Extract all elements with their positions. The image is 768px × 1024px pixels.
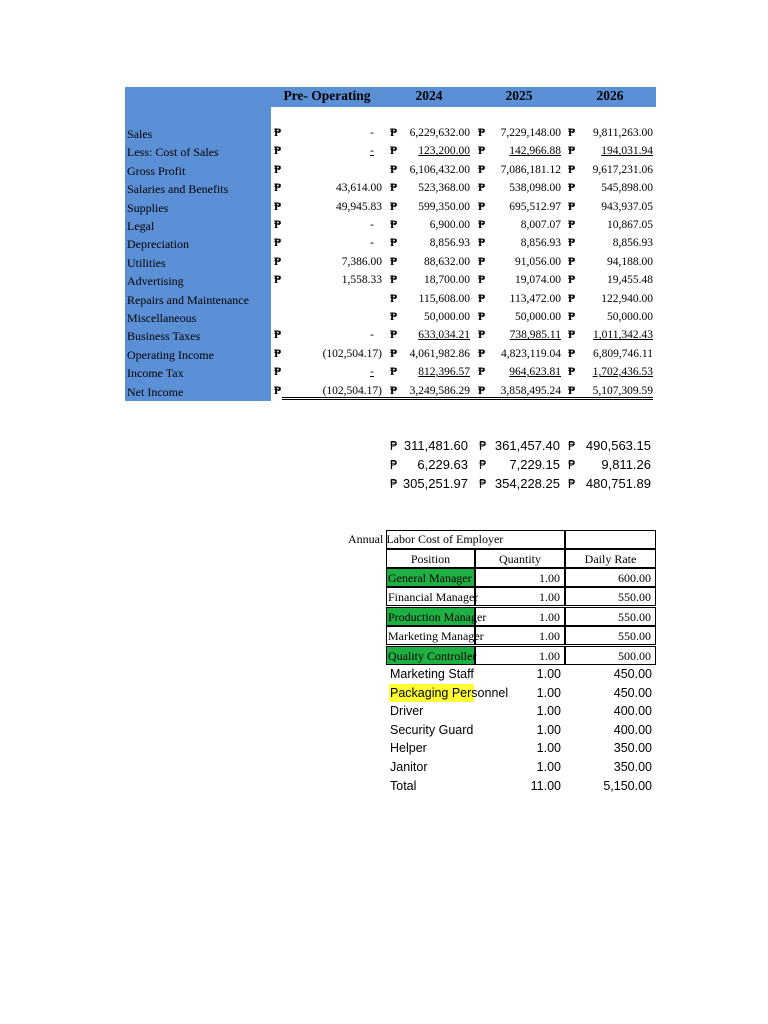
peso-sign: ₱ — [478, 145, 486, 158]
daily-rate-cell: 450.00 — [613, 667, 652, 681]
value-cell: 1,558.33 — [341, 274, 382, 287]
value-cell: 943,937.05 — [601, 200, 653, 213]
value-cell: (102,504.17) — [282, 385, 382, 400]
peso-sign: ₱ — [274, 274, 282, 287]
value-cell: - — [370, 237, 374, 250]
value-cell: 43,614.00 — [336, 182, 382, 195]
position-cell: Janitor — [390, 760, 428, 774]
peso-sign: ₱ — [478, 329, 486, 342]
daily-rate-cell: 550.00 — [565, 607, 656, 626]
value-cell: 695,512.97 — [509, 200, 561, 213]
peso-sign: ₱ — [478, 274, 486, 287]
total-label: Total — [390, 778, 417, 793]
daily-rate-cell: 350.00 — [613, 741, 652, 756]
peso-sign: ₱ — [274, 329, 282, 342]
value-cell: 18,700.00 — [424, 274, 470, 287]
row-label: Repairs and Maintenance — [127, 292, 249, 307]
value-cell: 8,856.93 — [520, 237, 561, 250]
header-quantity: Quantity — [475, 549, 565, 568]
row-label: Miscellaneous — [127, 311, 197, 325]
column-header-pre-operating: Pre- Operating — [283, 88, 371, 103]
value-cell: 538,098.00 — [509, 182, 561, 195]
peso-sign: ₱ — [568, 366, 576, 379]
peso-sign: ₱ — [274, 237, 282, 250]
peso-sign: ₱ — [478, 347, 486, 360]
row-label: Operating Income — [127, 347, 214, 362]
quantity-cell: 1.00 — [536, 722, 561, 737]
value-cell: 738,985.11 — [509, 329, 561, 342]
row-label: Sales — [127, 127, 153, 141]
value-cell: - — [370, 145, 374, 158]
value-cell: 142,966.88 — [509, 145, 561, 158]
labor-title-empty-cell — [565, 530, 656, 549]
peso-sign: ₱ — [390, 274, 398, 287]
peso-sign: ₱ — [568, 145, 576, 158]
peso-sign: ₱ — [274, 145, 282, 158]
daily-rate-cell: 350.00 — [613, 760, 652, 774]
position-cell: Marketing Staff — [390, 667, 474, 681]
peso-sign: ₱ — [390, 182, 398, 195]
peso-sign: ₱ — [390, 200, 398, 213]
peso-sign: ₱ — [390, 255, 398, 268]
value-cell: 49,945.83 — [336, 200, 382, 213]
summary-value: 305,251.97 — [402, 476, 468, 491]
value-cell: 115,608.00 — [418, 292, 470, 305]
value-cell: 3,249,586.29 — [370, 385, 470, 400]
peso-sign: ₱ — [390, 127, 398, 139]
row-label: Gross Profit — [127, 163, 186, 178]
total-daily-rate: 5,150.00 — [603, 778, 652, 793]
quantity-cell: 1.00 — [536, 741, 561, 756]
peso-sign: ₱ — [478, 200, 486, 213]
peso-sign: ₱ — [274, 219, 282, 231]
quantity-cell: 1.00 — [475, 587, 565, 606]
value-cell: 964,623.81 — [509, 366, 561, 379]
peso-sign: ₱ — [568, 127, 576, 139]
peso-sign: ₱ — [390, 237, 398, 250]
value-cell: 5,107,309.59 — [553, 385, 653, 400]
column-header-2026: 2026 — [596, 88, 624, 103]
peso-sign: ₱ — [390, 292, 398, 305]
header-daily-rate: Daily Rate — [565, 549, 656, 568]
value-cell: 113,472.00 — [509, 292, 561, 305]
value-cell: 6,229,632.00 — [409, 127, 470, 139]
peso-sign: ₱ — [568, 292, 576, 305]
daily-rate-cell: 550.00 — [565, 587, 656, 606]
peso-sign: ₱ — [478, 182, 486, 195]
peso-sign: ₱ — [478, 292, 486, 305]
value-cell: 8,007.07 — [520, 219, 561, 231]
peso-sign: ₱ — [274, 182, 282, 195]
row-label: Salaries and Benefits — [127, 182, 229, 197]
value-cell: 194,031.94 — [601, 145, 653, 158]
labor-table-title: Annual Labor Cost of Employer — [348, 532, 504, 546]
summary-value: 311,481.60 — [403, 438, 468, 453]
peso-sign: ₱ — [274, 366, 282, 379]
peso-sign: ₱ — [568, 347, 576, 360]
peso-sign: ₱ — [568, 182, 576, 195]
value-cell: - — [370, 219, 374, 231]
summary-value: 361,457.40 — [494, 438, 560, 453]
peso-sign: ₱ — [478, 219, 486, 231]
daily-rate-cell: 400.00 — [613, 704, 652, 719]
peso-sign: ₱ — [390, 439, 398, 453]
value-cell: 633,034.21 — [418, 329, 470, 342]
value-cell: - — [370, 127, 374, 139]
peso-sign: ₱ — [274, 200, 282, 213]
summary-value: 354,228.25 — [494, 476, 560, 491]
row-label: Less: Cost of Sales — [127, 145, 219, 160]
value-cell: 122,940.00 — [601, 292, 653, 305]
row-label: Income Tax — [127, 366, 184, 381]
value-cell: 91,056.00 — [515, 255, 561, 268]
summary-value: 9,811.26 — [601, 457, 651, 472]
daily-rate-cell: 450.00 — [613, 685, 652, 700]
value-cell: (102,504.17) — [322, 347, 382, 360]
row-label: Utilities — [127, 255, 166, 270]
value-cell: - — [370, 366, 374, 379]
value-cell: 599,350.00 — [418, 200, 470, 213]
value-cell: 812,396.57 — [418, 366, 470, 379]
peso-sign: ₱ — [478, 384, 486, 397]
peso-sign: ₱ — [390, 384, 398, 397]
peso-sign: ₱ — [390, 366, 398, 379]
value-cell: 19,455.48 — [607, 274, 653, 287]
value-cell: 6,809,746.11 — [593, 347, 653, 360]
peso-sign: ₱ — [568, 384, 576, 397]
value-cell: 50,000.00 — [607, 311, 653, 323]
peso-sign: ₱ — [568, 274, 576, 287]
header-position: Position — [386, 549, 475, 568]
quantity-cell: 1.00 — [536, 667, 561, 681]
peso-sign: ₱ — [568, 439, 576, 453]
peso-sign: ₱ — [390, 458, 398, 472]
value-cell: - — [370, 329, 374, 342]
position-cell: General Manager — [386, 568, 475, 587]
daily-rate-cell: 600.00 — [565, 568, 656, 587]
row-label: Depreciation — [127, 237, 189, 252]
column-header-2024: 2024 — [415, 88, 443, 103]
quantity-cell: 1.00 — [475, 626, 565, 645]
value-cell: 9,617,231.06 — [592, 163, 653, 176]
position-cell: Packaging Personnel — [390, 685, 509, 700]
peso-sign: ₱ — [274, 127, 282, 139]
row-label: Business Taxes — [127, 329, 201, 344]
value-cell: 4,823,119.04 — [501, 347, 561, 360]
quantity-cell: 1.00 — [475, 568, 565, 587]
peso-sign: ₱ — [274, 255, 282, 268]
value-cell: 50,000.00 — [424, 311, 470, 323]
row-label: Legal — [127, 219, 155, 233]
value-cell: 94,188.00 — [607, 255, 653, 268]
value-cell: 10,867.05 — [607, 219, 653, 231]
position-cell: Marketing Manager — [386, 626, 475, 645]
peso-sign: ₱ — [390, 477, 398, 491]
value-cell: 19,074.00 — [515, 274, 561, 287]
summary-value: 490,563.15 — [585, 438, 651, 453]
value-cell: 6,106,432.00 — [409, 163, 470, 176]
peso-sign: ₱ — [478, 127, 486, 139]
position-cell: Quality Controller — [386, 646, 475, 665]
peso-sign: ₱ — [568, 237, 576, 250]
peso-sign: ₱ — [568, 163, 576, 176]
value-cell: 123,200.00 — [418, 145, 470, 158]
value-cell: 7,386.00 — [341, 255, 382, 268]
position-cell: Driver — [390, 704, 424, 719]
peso-sign: ₱ — [478, 237, 486, 250]
position-cell: Security Guard — [390, 722, 474, 737]
value-cell: 88,632.00 — [424, 255, 470, 268]
value-cell: 1,702,436.53 — [592, 366, 653, 379]
peso-sign: ₱ — [390, 219, 398, 231]
value-cell: 523,368.00 — [418, 182, 470, 195]
summary-value: 7,229.15 — [509, 457, 560, 472]
peso-sign: ₱ — [478, 255, 486, 268]
value-cell: 50,000.00 — [515, 311, 561, 323]
value-cell: 8,856.93 — [612, 237, 653, 250]
peso-sign: ₱ — [390, 163, 398, 176]
peso-sign: ₱ — [568, 477, 576, 491]
position-cell: Production Manager — [386, 607, 475, 626]
peso-sign: ₱ — [390, 347, 398, 360]
total-quantity: 11.00 — [530, 778, 561, 793]
column-header-2025: 2025 — [505, 88, 533, 103]
quantity-cell: 1.00 — [475, 607, 565, 626]
peso-sign: ₱ — [568, 329, 576, 342]
quantity-cell: 1.00 — [475, 646, 565, 665]
position-cell: Financial Manager — [386, 587, 475, 606]
quantity-cell: 1.00 — [536, 685, 561, 700]
position-cell: Helper — [390, 741, 427, 756]
peso-sign: ₱ — [390, 311, 398, 323]
value-cell: 9,811,263.00 — [593, 127, 653, 139]
value-cell: 6,900.00 — [429, 219, 470, 231]
summary-value: 6,229.63 — [417, 457, 468, 472]
labor-title-cell — [386, 530, 565, 549]
row-label: Advertising — [127, 274, 184, 289]
daily-rate-cell: 400.00 — [613, 722, 652, 737]
value-cell: 4,061,982.86 — [409, 347, 470, 360]
peso-sign: ₱ — [274, 163, 282, 176]
daily-rate-cell: 550.00 — [565, 626, 656, 645]
peso-sign: ₱ — [568, 200, 576, 213]
row-label: Net Income — [127, 384, 184, 399]
value-cell: 7,086,181.12 — [500, 163, 561, 176]
peso-sign: ₱ — [274, 347, 282, 360]
quantity-cell: 1.00 — [536, 704, 561, 719]
peso-sign: ₱ — [390, 145, 398, 158]
value-cell: 1,011,342.43 — [593, 329, 653, 342]
peso-sign: ₱ — [478, 163, 486, 176]
peso-sign: ₱ — [568, 255, 576, 268]
peso-sign: ₱ — [390, 329, 398, 342]
peso-sign: ₱ — [274, 384, 282, 397]
peso-sign: ₱ — [479, 477, 487, 491]
peso-sign: ₱ — [478, 366, 486, 379]
peso-sign: ₱ — [478, 311, 486, 323]
peso-sign: ₱ — [568, 311, 576, 323]
peso-sign: ₱ — [479, 458, 487, 472]
summary-value: 480,751.89 — [585, 476, 651, 491]
daily-rate-cell: 500.00 — [565, 646, 656, 665]
peso-sign: ₱ — [568, 458, 576, 472]
row-label: Supplies — [127, 200, 169, 215]
value-cell: 7,229,148.00 — [500, 127, 561, 139]
peso-sign: ₱ — [479, 439, 487, 453]
peso-sign: ₱ — [568, 219, 576, 231]
value-cell: 545,898.00 — [601, 182, 653, 195]
quantity-cell: 1.00 — [536, 760, 561, 774]
value-cell: 8,856.93 — [429, 237, 470, 250]
value-cell: 3,858,495.24 — [461, 385, 561, 400]
